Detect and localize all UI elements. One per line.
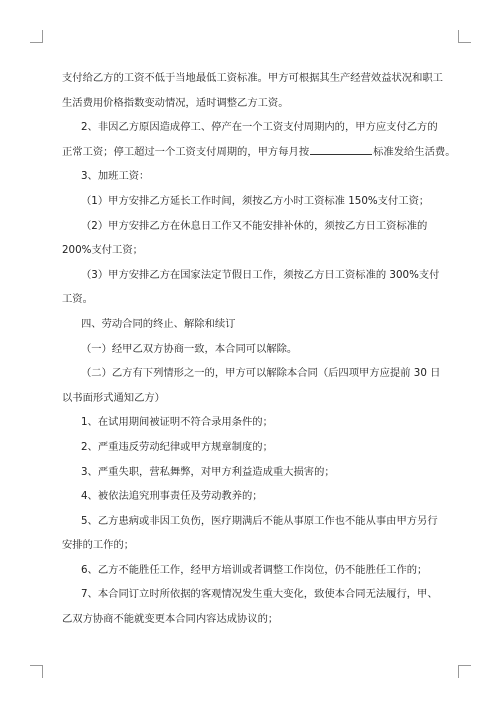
text-line: （3）甲方安排乙方在国家法定节假日工作，须按乙方日工资标准的 300%支付 (81, 268, 440, 281)
fill-in-blank (310, 143, 372, 155)
text-line: 工资。 (62, 293, 93, 306)
text-segment: 标准发给生活费。 (373, 145, 456, 158)
text-line: 7、本合同订立时所依据的客观情况发生重大变化，致使本合同无法履行，甲、 (81, 588, 438, 601)
text-line: 四、劳动合同的终止、解除和续订 (81, 317, 236, 330)
text-line: 乙双方协商不能就变更本合同内容达成协议的； (62, 613, 279, 626)
text-line: 支付给乙方的工资不低于当地最低工资标准。甲方可根据其生产经营效益状况和职工 (62, 72, 443, 84)
crop-mark-bottom-left (30, 665, 43, 678)
text-line: 4、被依法追究刑事责任及劳动教养的； (81, 490, 263, 503)
crop-mark-top-right (458, 30, 471, 43)
text-line: 5、乙方患病或非因工负伤，医疗期满后不能从事原工作也不能从事由甲方另行 (81, 514, 438, 527)
text-line: 3、加班工资： (81, 170, 150, 183)
text-line: 以书面形式通知乙方） (62, 391, 165, 404)
text-line: 2、严重违反劳动纪律或甲方规章制度的； (81, 440, 273, 453)
text-line: 1、在试用期间被证明不符合录用条件的； (81, 416, 273, 429)
text-line (62, 140, 456, 165)
crop-mark-top-left (30, 30, 43, 43)
text-line: 安排的工作的； (62, 539, 135, 552)
text-line: （二）乙方有下列情形之一的，甲方可以解除本合同（后四项甲方应提前 30 日 (81, 367, 441, 380)
text-segment: 正常工资；停工超过一个工资支付周期的，甲方每月按 (62, 145, 310, 158)
text-line: （一）经甲乙双方协商一致，本合同可以解除。 (81, 342, 298, 355)
text-line: 2、非因乙方原因造成停工、停产在一个工资支付周期内的，甲方应支付乙方的 (81, 121, 438, 134)
text-line: 生活费用价格指数变动情况，适时调整乙方工资。 (62, 96, 289, 109)
text-line: （2）甲方安排乙方在休息日工作又不能安排补休的，须按乙方日工资标准的 (81, 219, 428, 232)
document-body (62, 66, 456, 632)
text-line: 6、乙方不能胜任工作，经甲方培训或者调整工作岗位，仍不能胜任工作的； (81, 563, 428, 576)
crop-mark-bottom-right (458, 665, 471, 678)
text-line: （1）甲方安排乙方延长工作时间，须按乙方小时工资标准 150%支付工资； (81, 194, 430, 207)
text-line: 3、严重失职，营私舞弊，对甲方利益造成重大损害的； (81, 465, 335, 478)
text-line: 200%支付工资； (62, 244, 143, 257)
